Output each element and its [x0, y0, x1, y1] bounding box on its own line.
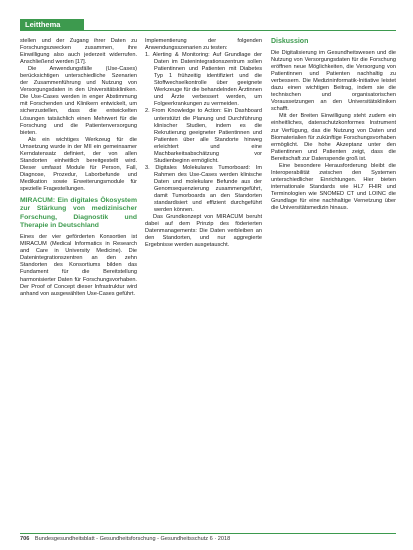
list-item: 2. From Knowledge to Action: Ein Dashboard unterstützt die Planung und Durchführung klinischer Studien, indem es die Rekrutierung geeigneter Patientinnen und Patienten über alle Standorte hinweg erleichtert und eine Machbarkeitsabschätzung vor Studienbeginn ermöglicht.	[145, 108, 262, 164]
paragraph: Die Anwendungsfälle (Use-Cases) berücksichtigen unterschiedliche Szenarien der Zusammenführung und Nutzung von Versorgungsdaten in den Universitätskliniken. Die Use-Cases werden in enger Abstimmung mit Forschenden und Klinikern entwickelt, um sicherzustellen, dass die entwickelten Lösungen tatsächlich einen Mehrwert für die Forschung und die Patientenversorgung bieten.	[20, 66, 137, 136]
header-rule	[20, 30, 396, 31]
paragraph: stellen und der Zugang ihrer Daten zu Forschungszwecken zusammen, ihre Einwilligung also auch jederzeit widerrufen. Anschließend werden [17].	[20, 38, 137, 66]
paragraph: Die Digitalisierung im Gesundheitswesen und die Nutzung von Versorgungsdaten für die Forschung eröffnen neue Möglichkeiten, die Versorgung von Patientinnen und Patienten nachhaltig zu verbessern. Die Medizininformatik-Initiative leistet dazu einen wichtigen Beitrag, indem sie die technischen und organisatorischen Voraussetzungen an den Universitätskliniken schafft.	[271, 50, 396, 113]
journal-citation: Bundesgesundheitsblatt - Gesundheitsforschung - Gesundheitsschutz 6 · 2018	[34, 536, 231, 542]
section-heading: MIRACUM: Ein digitales Ökosystem zur Stärkung von medizinischer Forschung, Diagnostik und Therapie in Deutschland	[20, 197, 137, 229]
page-footer	[20, 536, 230, 542]
page-number: 706	[20, 536, 30, 542]
column-left	[20, 38, 137, 298]
paragraph: Implementierung der folgenden Anwendungsszenarien zu testen:	[145, 38, 262, 52]
paragraph: Das Grundkonzept von MIRACUM beruht dabei auf dem Prinzip des föderierten Datenmanagements: Die Daten verbleiben an den Standorten, und nur aggregierte Ergebnisse werden ausgetauscht.	[145, 214, 262, 249]
paragraph: Eines der vier geförderten Konsortien ist MIRACUM (Medical Informatics in Research and Care in University Medicine). Die Datenintegrationszentren an den zehn Standorten des Konsortiums bilden das Fundament für die Bereitstellung harmonisierter Daten für Forschungsvorhaben. Der Proof of Concept dieser Infrastruktur wird anhand von ausgewählten Use-Cases geführt.	[20, 234, 137, 297]
paragraph: Als ein wichtiges Werkzeug für die Umsetzung wurde in der MII ein gemeinsamer Kerndatensatz definiert, der von allen Standorten einheitlich bereitgestellt wird. Dieser umfasst Module für Person, Fall, Diagnose, Prozedur, Laborbefunde und Medikation sowie Erweiterungsmodule für spezielle Fragestellungen.	[20, 136, 137, 192]
section-heading: Diskussion	[271, 38, 309, 45]
list-item: 1. Alerting & Monitoring: Auf Grundlage der Daten im Datenintegrationszentrum sollen Patientinnen und Patienten mit Diabetes Typ 1 frühzeitig identifiziert und die Stoffwechselkontrolle über geeignete Werkzeuge für die behandelnden Ärztinnen und Ärzte verbessert werden, um Folgeerkrankungen zu vermeiden.	[145, 52, 262, 108]
column-right	[271, 38, 396, 212]
list-item: 3. Digitales Molekulares Tumorboard: Im Rahmen des Use-Cases werden klinische Daten und molekulare Befunde aus der Genomsequenzierung zusammengeführt, damit Tumorboards an den Standorten standardisiert und effizient durchgeführt werden können.	[145, 164, 262, 214]
paragraph: Mit der Breiten Einwilligung steht zudem ein einheitliches, datenschutzkonformes Instrument zur Verfügung, das die Nutzung von Daten und Biomaterialien für zukünftige Forschungsvorhaben ermöglicht. Die hohe Akzeptanz unter den Patientinnen und Patienten zeigt, dass die Bereitschaft zur Datenspende groß ist.	[271, 113, 396, 162]
footer-rule	[20, 533, 396, 534]
section-tag: Leitthema	[20, 19, 84, 30]
paragraph: Eine besondere Herausforderung bleibt die Interoperabilität zwischen den Systemen unterschiedlicher Einrichtungen. Hier bieten internationale Standards wie HL7 FHIR und Terminologien wie SNOMED CT und LOINC die Grundlage für eine nachhaltige Vernetzung über die Universitätsmedizin hinaus.	[271, 162, 396, 212]
column-middle	[145, 38, 262, 249]
